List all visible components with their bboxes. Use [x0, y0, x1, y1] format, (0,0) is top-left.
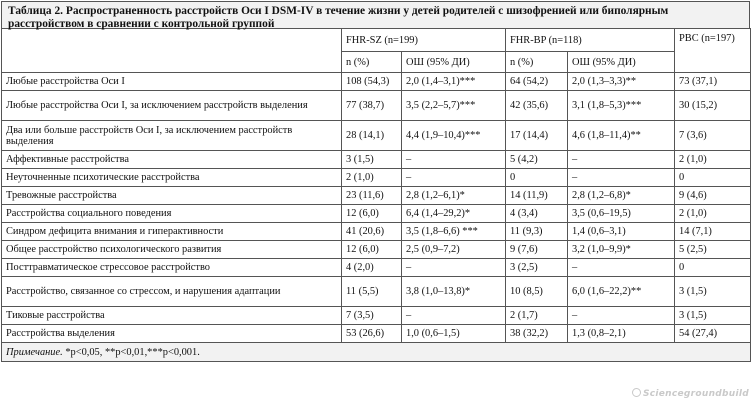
cell-bp-or: 3,1 (1,8–5,3)***	[568, 91, 675, 121]
table-title: Таблица 2. Распространенность расстройств Оси I DSM-IV в течение жизни у детей родителей с шизофренией или биполярным расстройством в сравнении с контрольной группой	[1, 1, 750, 28]
cell-bp-or: 4,6 (1,8–11,4)**	[568, 121, 675, 151]
cell-bp-or: 1,4 (0,6–3,1)	[568, 223, 675, 241]
cell-bp-n: 9 (7,6)	[506, 241, 568, 259]
cell-bp-n: 10 (8,5)	[506, 277, 568, 307]
cell-pbc-n: 30 (15,2)	[675, 91, 751, 121]
footnote-text: *p<0,05, **p<0,01,***p<0,001.	[62, 346, 200, 358]
prevalence-table	[1, 28, 751, 362]
table-row	[2, 151, 751, 169]
cell-sz-or: –	[402, 307, 506, 325]
cell-sz-or: 2,5 (0,9–7,2)	[402, 241, 506, 259]
cell-pbc-n: 54 (27,4)	[675, 325, 751, 343]
table-row	[2, 187, 751, 205]
cell-bp-n: 42 (35,6)	[506, 91, 568, 121]
subheader-sz-or: ОШ (95% ДИ)	[402, 52, 506, 73]
cell-sz-n: 108 (54,3)	[342, 73, 402, 91]
row-label: Синдром дефицита внимания и гиперактивности	[2, 223, 342, 241]
cell-sz-or: 6,4 (1,4–29,2)*	[402, 205, 506, 223]
cell-sz-or: –	[402, 169, 506, 187]
cell-sz-n: 7 (3,5)	[342, 307, 402, 325]
cell-bp-or: 1,3 (0,8–2,1)	[568, 325, 675, 343]
cell-bp-n: 2 (1,7)	[506, 307, 568, 325]
row-label: Общее расстройство психологического развития	[2, 241, 342, 259]
group-header-pbc: PBC (n=197)	[675, 29, 751, 73]
cell-pbc-n: 3 (1,5)	[675, 307, 751, 325]
cell-bp-or: 3,5 (0,6–19,5)	[568, 205, 675, 223]
table-row	[2, 73, 751, 91]
cell-bp-n: 0	[506, 169, 568, 187]
group-header-fhr-bp: FHR-BP (n=118)	[506, 29, 675, 52]
row-label: Неуточненные психотические расстройства	[2, 169, 342, 187]
cell-bp-or: –	[568, 151, 675, 169]
cell-sz-or: 3,5 (2,2–5,7)***	[402, 91, 506, 121]
cell-bp-n: 4 (3,4)	[506, 205, 568, 223]
row-label: Тиковые расстройства	[2, 307, 342, 325]
group-header-fhr-sz: FHR-SZ (n=199)	[342, 29, 506, 52]
cell-bp-n: 11 (9,3)	[506, 223, 568, 241]
cell-pbc-n: 7 (3,6)	[675, 121, 751, 151]
cell-bp-n: 64 (54,2)	[506, 73, 568, 91]
cell-sz-n: 2 (1,0)	[342, 169, 402, 187]
cell-pbc-n: 14 (7,1)	[675, 223, 751, 241]
cell-pbc-n: 0	[675, 169, 751, 187]
table-row	[2, 121, 751, 151]
cell-sz-or: –	[402, 259, 506, 277]
cell-sz-n: 11 (5,5)	[342, 277, 402, 307]
table-row	[2, 169, 751, 187]
footnote-cell	[2, 343, 751, 362]
cell-pbc-n: 73 (37,1)	[675, 73, 751, 91]
cell-sz-n: 53 (26,6)	[342, 325, 402, 343]
footnote-label: Примечание.	[6, 346, 63, 358]
cell-sz-n: 77 (38,7)	[342, 91, 402, 121]
footnote-row	[2, 343, 751, 362]
cell-sz-or: 3,5 (1,8–6,6) ***	[402, 223, 506, 241]
cell-sz-n: 41 (20,6)	[342, 223, 402, 241]
row-label: Любые расстройства Оси I, за исключением расстройств выделения	[2, 91, 342, 121]
subheader-bp-or: ОШ (95% ДИ)	[568, 52, 675, 73]
table-row	[2, 277, 751, 307]
cell-sz-or: 3,8 (1,0–13,8)*	[402, 277, 506, 307]
table-row	[2, 307, 751, 325]
row-label: Тревожные расстройства	[2, 187, 342, 205]
subheader-sz-n: n (%)	[342, 52, 402, 73]
cell-pbc-n: 9 (4,6)	[675, 187, 751, 205]
cell-bp-n: 5 (4,2)	[506, 151, 568, 169]
cell-bp-or: 2,8 (1,2–6,8)*	[568, 187, 675, 205]
row-label: Аффективные расстройства	[2, 151, 342, 169]
cell-bp-or: 3,2 (1,0–9,9)*	[568, 241, 675, 259]
cell-bp-or: –	[568, 259, 675, 277]
row-label: Расстройства выделения	[2, 325, 342, 343]
cell-pbc-n: 3 (1,5)	[675, 277, 751, 307]
cell-sz-n: 12 (6,0)	[342, 241, 402, 259]
row-label: Любые расстройства Оси I	[2, 73, 342, 91]
cell-sz-or: 2,8 (1,2–6,1)*	[402, 187, 506, 205]
cell-sz-n: 12 (6,0)	[342, 205, 402, 223]
cell-sz-n: 28 (14,1)	[342, 121, 402, 151]
table-page	[1, 1, 750, 362]
cell-pbc-n: 2 (1,0)	[675, 151, 751, 169]
watermark-text: Sciencegroundbuild	[642, 389, 749, 399]
table-row	[2, 325, 751, 343]
cell-bp-n: 3 (2,5)	[506, 259, 568, 277]
cell-pbc-n: 5 (2,5)	[675, 241, 751, 259]
cell-sz-or: 1,0 (0,6–1,5)	[402, 325, 506, 343]
row-label: Два или больше расстройств Оси I, за исключением расстройств выделения	[2, 121, 342, 151]
group-header-row	[2, 29, 751, 52]
table-row	[2, 91, 751, 121]
table-row	[2, 259, 751, 277]
watermark-icon	[632, 388, 641, 397]
cell-bp-or: 2,0 (1,3–3,3)**	[568, 73, 675, 91]
watermark	[632, 388, 749, 399]
cell-bp-or: –	[568, 307, 675, 325]
cell-sz-n: 23 (11,6)	[342, 187, 402, 205]
cell-pbc-n: 0	[675, 259, 751, 277]
cell-sz-or: 2,0 (1,4–3,1)***	[402, 73, 506, 91]
cell-sz-or: –	[402, 151, 506, 169]
table-row	[2, 223, 751, 241]
cell-bp-n: 38 (32,2)	[506, 325, 568, 343]
row-label: Расстройства социального поведения	[2, 205, 342, 223]
table-row	[2, 241, 751, 259]
header-empty-cell	[2, 29, 342, 73]
cell-bp-n: 14 (11,9)	[506, 187, 568, 205]
row-label: Посттравматическое стрессовое расстройство	[2, 259, 342, 277]
subheader-bp-n: n (%)	[506, 52, 568, 73]
cell-bp-or: –	[568, 169, 675, 187]
cell-bp-or: 6,0 (1,6–22,2)**	[568, 277, 675, 307]
table-row	[2, 205, 751, 223]
cell-sz-n: 3 (1,5)	[342, 151, 402, 169]
cell-sz-n: 4 (2,0)	[342, 259, 402, 277]
cell-pbc-n: 2 (1,0)	[675, 205, 751, 223]
row-label: Расстройство, связанное со стрессом, и нарушения адаптации	[2, 277, 342, 307]
cell-bp-n: 17 (14,4)	[506, 121, 568, 151]
cell-sz-or: 4,4 (1,9–10,4)***	[402, 121, 506, 151]
